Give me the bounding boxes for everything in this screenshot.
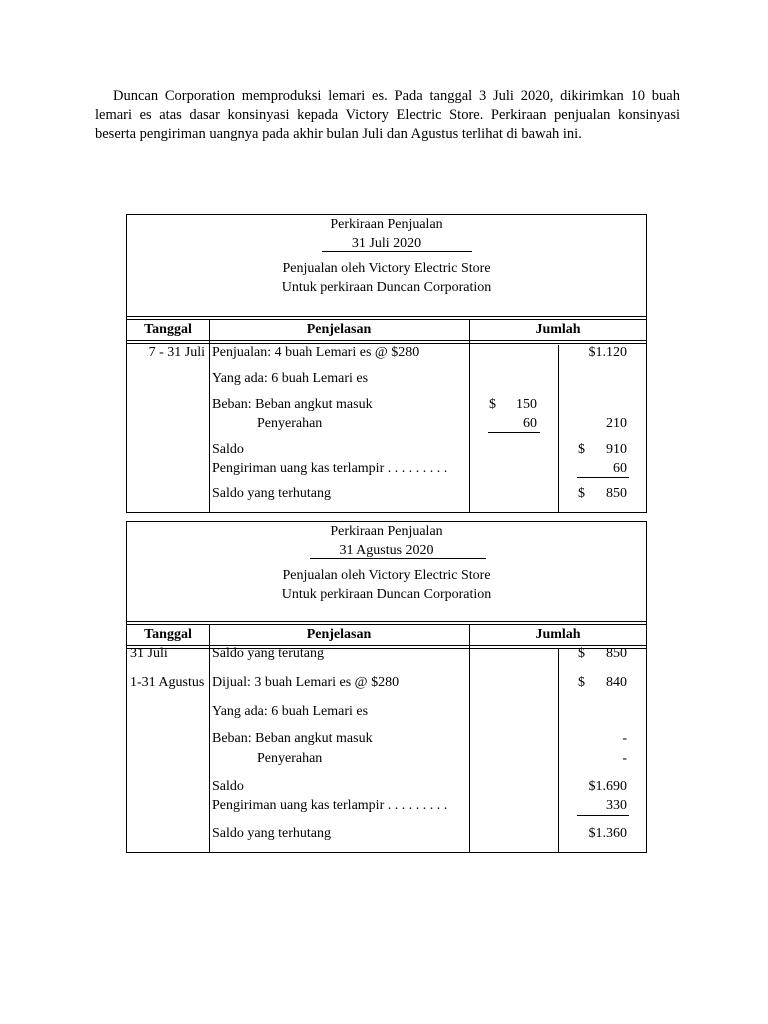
row-beban: Beban: Beban angkut masuk bbox=[212, 397, 373, 412]
amt-dijual: 840 bbox=[606, 675, 627, 690]
column-headers bbox=[127, 624, 646, 646]
table-subtitle-1: Penjualan oleh Victory Electric Store bbox=[282, 261, 491, 276]
cur-saldo: $ bbox=[578, 442, 585, 457]
amt-penyerahan: - bbox=[622, 751, 627, 766]
amt-penjualan: $1.120 bbox=[588, 345, 627, 360]
col-divider bbox=[209, 319, 210, 512]
table-subtitle-2: Untuk perkiraan Duncan Corporation bbox=[281, 587, 492, 602]
cur-dijual: $ bbox=[578, 675, 585, 690]
row-dijual: Dijual: 3 buah Lemari es @ $280 bbox=[212, 675, 400, 690]
col-penjelasan: Penjelasan bbox=[306, 322, 372, 337]
row-saldo: Saldo bbox=[212, 442, 244, 457]
col-divider bbox=[558, 648, 559, 852]
col-divider bbox=[469, 624, 470, 852]
row-penyerahan: Penyerahan bbox=[257, 751, 323, 766]
row-saldo: Saldo bbox=[212, 779, 244, 794]
amt-terutang: 850 bbox=[606, 646, 627, 661]
row-date: 7 - 31 Juli bbox=[148, 345, 205, 360]
row-pengiriman: Pengiriman uang kas terlampir . . . . . . . . . bbox=[212, 798, 448, 813]
row-penjualan: Penjualan: 4 buah Lemari es @ $280 bbox=[212, 345, 420, 360]
intro-paragraph bbox=[95, 87, 680, 144]
col-penjelasan: Penjelasan bbox=[306, 627, 372, 642]
amt-terhutang: $1.360 bbox=[588, 826, 627, 841]
col-jumlah: Jumlah bbox=[535, 627, 581, 642]
amt-beban: 150 bbox=[516, 397, 537, 412]
col-divider bbox=[209, 624, 210, 852]
date-underline bbox=[310, 558, 486, 559]
amt-beban-total: 210 bbox=[606, 416, 627, 431]
amt-beban: - bbox=[622, 731, 627, 746]
row-penyerahan: Penyerahan bbox=[257, 416, 323, 431]
row-terutang: Saldo yang terutang bbox=[212, 646, 324, 661]
cur-beban: $ bbox=[489, 397, 496, 412]
amt-penyerahan: 60 bbox=[523, 416, 537, 431]
row-date: 1-31 Agustus bbox=[130, 675, 205, 690]
amt-pengiriman: 330 bbox=[606, 798, 627, 813]
subtotal-underline bbox=[488, 432, 540, 433]
col-tanggal: Tanggal bbox=[144, 322, 192, 337]
row-terhutang: Saldo yang terhutang bbox=[212, 826, 331, 841]
row-yang-ada: Yang ada: 6 buah Lemari es bbox=[212, 371, 369, 386]
row-date: 31 Juli bbox=[130, 646, 168, 661]
row-beban: Beban: Beban angkut masuk bbox=[212, 731, 373, 746]
col-tanggal: Tanggal bbox=[144, 627, 192, 642]
row-terhutang: Saldo yang terhutang bbox=[212, 486, 331, 501]
amt-terhutang: 850 bbox=[606, 486, 627, 501]
row-pengiriman: Pengiriman uang kas terlampir . . . . . . . . . bbox=[212, 461, 448, 476]
table-subtitle-1: Penjualan oleh Victory Electric Store bbox=[282, 568, 491, 583]
cur-terhutang: $ bbox=[578, 486, 585, 501]
sales-account-august bbox=[126, 521, 647, 853]
amt-pengiriman: 60 bbox=[613, 461, 627, 476]
amt-saldo: $1.690 bbox=[588, 779, 627, 794]
sales-account-july bbox=[126, 214, 647, 513]
table-date: 31 Juli 2020 bbox=[351, 236, 422, 251]
column-headers bbox=[127, 319, 646, 341]
col-divider bbox=[469, 319, 470, 512]
table-title: Perkiraan Penjualan bbox=[330, 217, 443, 232]
total-underline bbox=[577, 815, 629, 816]
table-date: 31 Agustus 2020 bbox=[339, 543, 434, 558]
table-title: Perkiraan Penjualan bbox=[330, 524, 443, 539]
table-subtitle-2: Untuk perkiraan Duncan Corporation bbox=[281, 280, 492, 295]
cur-terutang: $ bbox=[578, 646, 585, 661]
total-underline bbox=[577, 477, 629, 478]
amt-saldo: 910 bbox=[606, 442, 627, 457]
col-jumlah: Jumlah bbox=[535, 322, 581, 337]
row-yang-ada: Yang ada: 6 buah Lemari es bbox=[212, 704, 369, 719]
intro-text: Duncan Corporation memproduksi lemari es. Pada tanggal 3 Juli 2020, dikirimkan 10 buah lemari es atas dasar konsinyasi kepada Victory Electric Store. Perkiraan penjualan konsinyasi beserta pengiriman uangnya pada akhir bulan Juli dan Agustus terlihat di bawah ini. bbox=[95, 88, 680, 142]
date-underline bbox=[322, 251, 472, 252]
